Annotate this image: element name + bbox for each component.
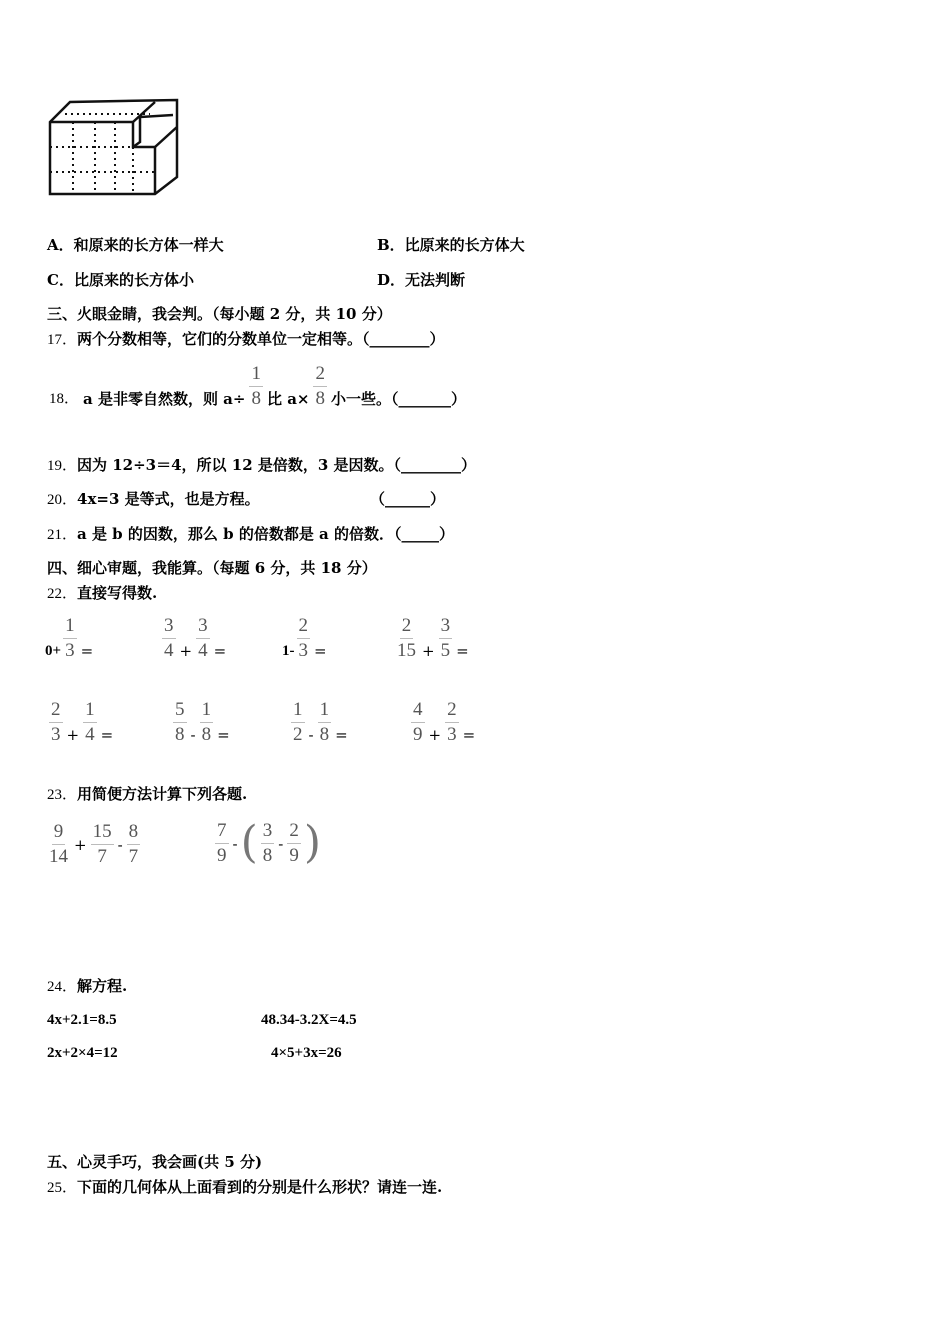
denominator: 4 (164, 640, 174, 661)
fraction (83, 698, 97, 747)
option-a: A．和原来的长方体一样大 (47, 236, 224, 254)
q18-text-1: a 是非零自然数，则 a÷ (83, 390, 246, 408)
denominator: 2 (293, 724, 303, 745)
equation: 48.34-3.2X=4.5 (261, 1012, 357, 1028)
question-20 (47, 489, 260, 510)
denominator: 4 (198, 640, 208, 661)
section-4-title: 四、细心审题，我能算。（每题 6 分，共 18 分） (47, 559, 377, 577)
fraction (297, 614, 311, 663)
operator: - (117, 836, 123, 854)
section-5-title: 五、心灵手巧，我会画(共 5 分) (47, 1153, 263, 1171)
numerator: 1 (83, 698, 97, 723)
question-18 (47, 362, 468, 411)
question-19 (47, 455, 476, 476)
denominator: 3 (447, 724, 457, 745)
fraction (261, 819, 275, 868)
denominator: 14 (49, 846, 68, 867)
q20-text: 4x=3 是等式，也是方程。 (77, 490, 260, 508)
question-24 (47, 976, 127, 997)
equals-sign: = (100, 726, 114, 744)
leading-term: 0+ (45, 643, 62, 659)
fraction (173, 698, 187, 747)
denominator: 8 (251, 388, 261, 409)
numerator: 3 (196, 614, 210, 639)
q20-answer-blank[interactable]: （______） (370, 490, 446, 508)
leading-term: 1- (282, 643, 295, 659)
q24-text: 解方程. (77, 977, 128, 995)
equals-sign: = (314, 642, 327, 660)
q18-number: 18． (49, 391, 80, 407)
numerator: 1 (200, 698, 214, 723)
numerator: 1 (291, 698, 305, 723)
q22-expression (393, 614, 471, 663)
denominator: 8 (319, 724, 330, 745)
operator: - (190, 726, 196, 744)
fraction (287, 819, 301, 868)
q19-number: 19． (47, 458, 78, 474)
fraction (411, 698, 425, 747)
q18-text-2: 比 a× (266, 390, 310, 408)
operator: + (74, 836, 87, 854)
fraction (291, 698, 305, 747)
fraction (196, 614, 210, 663)
q22-text: 直接写得数. (77, 584, 158, 602)
numerator: 2 (445, 698, 459, 723)
q19-text: 因为 12÷3＝4，所以 12 是倍数，3 是因数。（________） (77, 456, 477, 474)
fraction (47, 820, 70, 869)
fraction (318, 698, 332, 747)
numerator: 9 (52, 820, 66, 845)
question-22 (47, 583, 157, 604)
q18-text-3: 小一些。（_______） (330, 390, 466, 408)
numerator: 3 (261, 819, 275, 844)
denominator: 3 (298, 640, 308, 661)
numerator: 2 (287, 819, 301, 844)
denominator: 3 (65, 640, 75, 661)
numerator: 1 (249, 362, 263, 387)
q24-number: 24． (47, 979, 78, 995)
denominator: 15 (397, 640, 416, 661)
cuboid-figure (45, 97, 180, 197)
q17-text: 两个分数相等，它们的分数单位一定相等。（________） (77, 330, 445, 348)
equation: 4×5+3x=26 (271, 1045, 342, 1061)
fraction (200, 698, 214, 747)
section-3-title: 三、火眼金睛，我会判。（每小题 2 分，共 10 分） (47, 305, 392, 323)
operator: + (428, 726, 442, 744)
denominator: 8 (315, 388, 325, 409)
q25-text: 下面的几何体从上面看到的分别是什么形状？请连一连. (77, 1178, 443, 1196)
operator: - (308, 726, 314, 744)
numerator: 8 (127, 820, 141, 845)
numerator: 4 (411, 698, 425, 723)
numerator: 2 (400, 614, 414, 639)
denominator: 8 (175, 724, 185, 745)
fraction (91, 820, 114, 869)
operator: + (66, 726, 80, 744)
equation: 2x+2×4=12 (47, 1045, 118, 1061)
fraction (162, 614, 176, 663)
numerator: 1 (63, 614, 77, 639)
denominator: 3 (51, 724, 61, 745)
q25-number: 25． (47, 1180, 78, 1196)
q23-number: 23． (47, 787, 78, 803)
q22-expression (171, 698, 232, 747)
equation: 4x+2.1=8.5 (47, 1012, 117, 1028)
denominator: 7 (128, 846, 139, 867)
q21-number: 21． (47, 527, 78, 543)
numerator: 3 (439, 614, 453, 639)
denominator: 9 (289, 845, 299, 866)
left-paren: ( (240, 817, 258, 868)
numerator: 2 (49, 698, 63, 723)
q23-expression-2 (213, 818, 322, 868)
operator: - (278, 835, 284, 853)
q22-number: 22． (47, 586, 78, 602)
operator: + (422, 642, 435, 660)
numerator: 7 (215, 819, 229, 844)
fraction (127, 820, 141, 869)
q22-expression (45, 614, 95, 663)
q22-expression (282, 614, 329, 663)
fraction (249, 362, 263, 411)
equals-sign: = (456, 642, 469, 660)
denominator: 7 (97, 846, 107, 867)
option-b: B．比原来的长方体大 (377, 236, 525, 254)
numerator: 2 (297, 614, 311, 639)
denominator: 5 (440, 640, 451, 661)
q22-expression (47, 698, 115, 747)
q23-expression-1 (45, 820, 142, 869)
right-paren: ) (303, 817, 321, 868)
fraction (395, 614, 418, 663)
denominator: 9 (413, 724, 423, 745)
option-d: D．无法判断 (377, 271, 466, 289)
denominator: 4 (85, 724, 95, 745)
equals-sign: = (80, 642, 94, 660)
fraction (215, 819, 229, 868)
question-25 (47, 1177, 442, 1198)
q22-expression (160, 614, 228, 663)
question-21 (47, 524, 454, 545)
question-17 (47, 329, 445, 350)
fraction (439, 614, 453, 663)
equals-sign: = (213, 642, 227, 660)
fraction (49, 698, 63, 747)
fraction (445, 698, 459, 747)
denominator: 8 (201, 724, 212, 745)
equals-sign: = (462, 726, 476, 744)
operator: + (179, 642, 193, 660)
numerator: 3 (162, 614, 176, 639)
denominator: 9 (217, 845, 227, 866)
q17-number: 17． (47, 332, 78, 348)
equals-sign: = (217, 726, 230, 744)
q22-expression (289, 698, 350, 747)
fraction (63, 614, 77, 663)
fraction (313, 362, 327, 411)
q23-text: 用简便方法计算下列各题. (77, 785, 248, 803)
denominator: 8 (262, 845, 273, 866)
q20-number: 20． (47, 492, 78, 508)
option-c: C．比原来的长方体小 (47, 271, 194, 289)
numerator: 2 (313, 362, 327, 387)
q21-text: a 是 b 的因数，那么 b 的倍数都是 a 的倍数．（_____） (77, 525, 454, 543)
numerator: 5 (173, 698, 187, 723)
operator: - (232, 835, 238, 853)
numerator: 1 (318, 698, 332, 723)
numerator: 15 (91, 820, 114, 845)
question-23 (47, 784, 247, 805)
equals-sign: = (335, 726, 348, 744)
q22-expression (409, 698, 477, 747)
